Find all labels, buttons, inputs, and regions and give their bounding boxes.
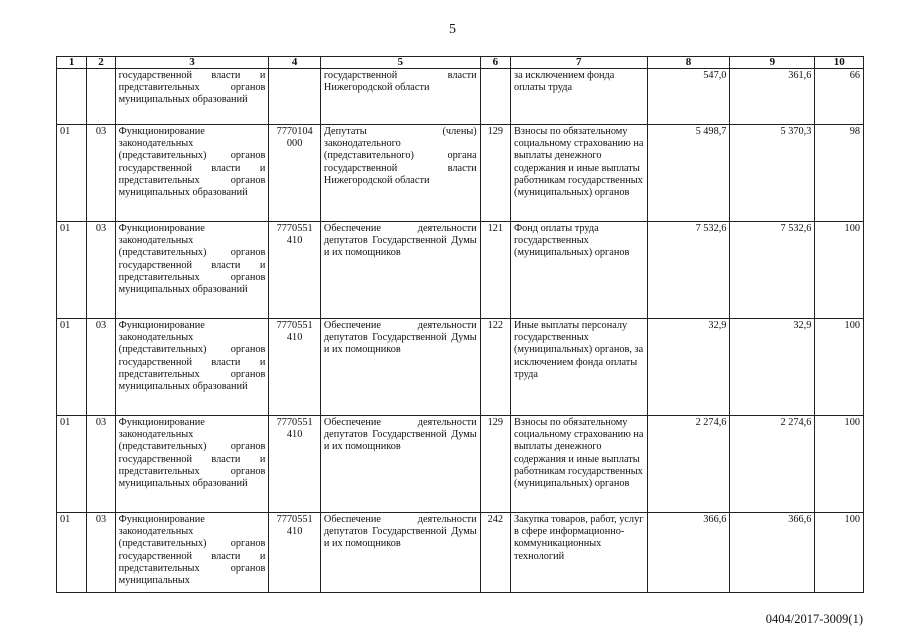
col-header-4: 4 — [269, 57, 321, 69]
cell-plan: 7 532,6 — [647, 222, 730, 319]
cell-actual: 7 532,6 — [730, 222, 815, 319]
cell-plan: 5 498,7 — [647, 125, 730, 222]
cell-expense-name: за исключением фонда оплаты труда — [511, 69, 648, 125]
col-header-6: 6 — [480, 57, 510, 69]
cell-percent: 100 — [815, 513, 864, 593]
cell-expense-name: Взносы по обязательному социальному страхованию на выплаты денежного содержания и иные выплаты работникам государственных (муниципальных) органов — [511, 416, 648, 513]
cell-section: 01 — [57, 513, 87, 593]
table-row — [57, 222, 864, 319]
budget-table — [56, 56, 864, 593]
cell-target-name: Депутаты (члены) законодательного (представительного) органа государственной власти Нижегородской области — [320, 125, 480, 222]
col-header-3: 3 — [115, 57, 269, 69]
table-row — [57, 416, 864, 513]
cell-target-name: государственной власти Нижегородской области — [320, 69, 480, 125]
cell-target-code — [269, 69, 321, 125]
cell-plan: 547,0 — [647, 69, 730, 125]
cell-percent: 100 — [815, 319, 864, 416]
table-row — [57, 69, 864, 125]
cell-expense-name: Взносы по обязательному социальному страхованию на выплаты денежного содержания и иные выплаты работникам государственных (муниципальных) органов — [511, 125, 648, 222]
cell-section-name: Функционирование законодательных (представительных) органов государственной власти и представительных органов муниципальных образований — [115, 416, 269, 513]
cell-section-name: государственной власти и представительных органов муниципальных образований — [115, 69, 269, 125]
cell-section-name: Функционирование законодательных (представительных) органов государственной власти и представительных органов муниципальных образований — [115, 125, 269, 222]
cell-target-code: 7770551 410 — [269, 416, 321, 513]
cell-section — [57, 69, 87, 125]
cell-expense-type: 129 — [480, 125, 510, 222]
table-row — [57, 319, 864, 416]
cell-section-name: Функционирование законодательных (представительных) органов государственной власти и представительных органов муниципальных образований — [115, 222, 269, 319]
cell-subsection: 03 — [87, 125, 115, 222]
cell-actual: 361,6 — [730, 69, 815, 125]
col-header-10: 10 — [815, 57, 864, 69]
cell-expense-type: 129 — [480, 416, 510, 513]
cell-section: 01 — [57, 416, 87, 513]
cell-actual: 32,9 — [730, 319, 815, 416]
cell-expense-name: Закупка товаров, работ, услуг в сфере информационно-коммуникационных технологий — [511, 513, 648, 593]
cell-target-name: Обеспечение деятельности депутатов Государственной Думы и их помощников — [320, 319, 480, 416]
cell-target-code: 7770104 000 — [269, 125, 321, 222]
cell-section-name: Функционирование законодательных (представительных) органов государственной власти и представительных органов муниципальных образований — [115, 319, 269, 416]
cell-expense-type — [480, 69, 510, 125]
col-header-1: 1 — [57, 57, 87, 69]
cell-plan: 32,9 — [647, 319, 730, 416]
cell-percent: 66 — [815, 69, 864, 125]
cell-subsection: 03 — [87, 416, 115, 513]
cell-expense-name: Иные выплаты персоналу государственных (муниципальных) органов, за исключением фонда оплаты труда — [511, 319, 648, 416]
table-header — [57, 57, 864, 69]
cell-actual: 2 274,6 — [730, 416, 815, 513]
cell-expense-name: Фонд оплаты труда государственных (муниципальных) органов — [511, 222, 648, 319]
cell-section-name: Функционирование законодательных (представительных) органов государственной власти и представительных органов муниципальных — [115, 513, 269, 593]
cell-target-code: 7770551 410 — [269, 513, 321, 593]
page-number: 5 — [449, 22, 456, 37]
cell-subsection: 03 — [87, 222, 115, 319]
cell-actual: 5 370,3 — [730, 125, 815, 222]
table-row — [57, 513, 864, 593]
cell-percent: 100 — [815, 416, 864, 513]
cell-plan: 2 274,6 — [647, 416, 730, 513]
col-header-2: 2 — [87, 57, 115, 69]
document-code: 0404/2017-3009(1) — [765, 612, 863, 626]
col-header-7: 7 — [511, 57, 648, 69]
cell-actual: 366,6 — [730, 513, 815, 593]
cell-percent: 100 — [815, 222, 864, 319]
cell-expense-type: 121 — [480, 222, 510, 319]
cell-target-name: Обеспечение деятельности депутатов Государственной Думы и их помощников — [320, 222, 480, 319]
cell-expense-type: 242 — [480, 513, 510, 593]
cell-section: 01 — [57, 222, 87, 319]
cell-section: 01 — [57, 319, 87, 416]
cell-target-code: 7770551 410 — [269, 319, 321, 416]
cell-percent: 98 — [815, 125, 864, 222]
cell-section: 01 — [57, 125, 87, 222]
table-row — [57, 125, 864, 222]
cell-target-name: Обеспечение деятельности депутатов Государственной Думы и их помощников — [320, 513, 480, 593]
col-header-9: 9 — [730, 57, 815, 69]
cell-subsection: 03 — [87, 319, 115, 416]
header-row — [57, 57, 864, 69]
cell-plan: 366,6 — [647, 513, 730, 593]
cell-subsection: 03 — [87, 513, 115, 593]
cell-subsection — [87, 69, 115, 125]
cell-target-name: Обеспечение деятельности депутатов Государственной Думы и их помощников — [320, 416, 480, 513]
col-header-5: 5 — [320, 57, 480, 69]
cell-expense-type: 122 — [480, 319, 510, 416]
cell-target-code: 7770551 410 — [269, 222, 321, 319]
col-header-8: 8 — [647, 57, 730, 69]
